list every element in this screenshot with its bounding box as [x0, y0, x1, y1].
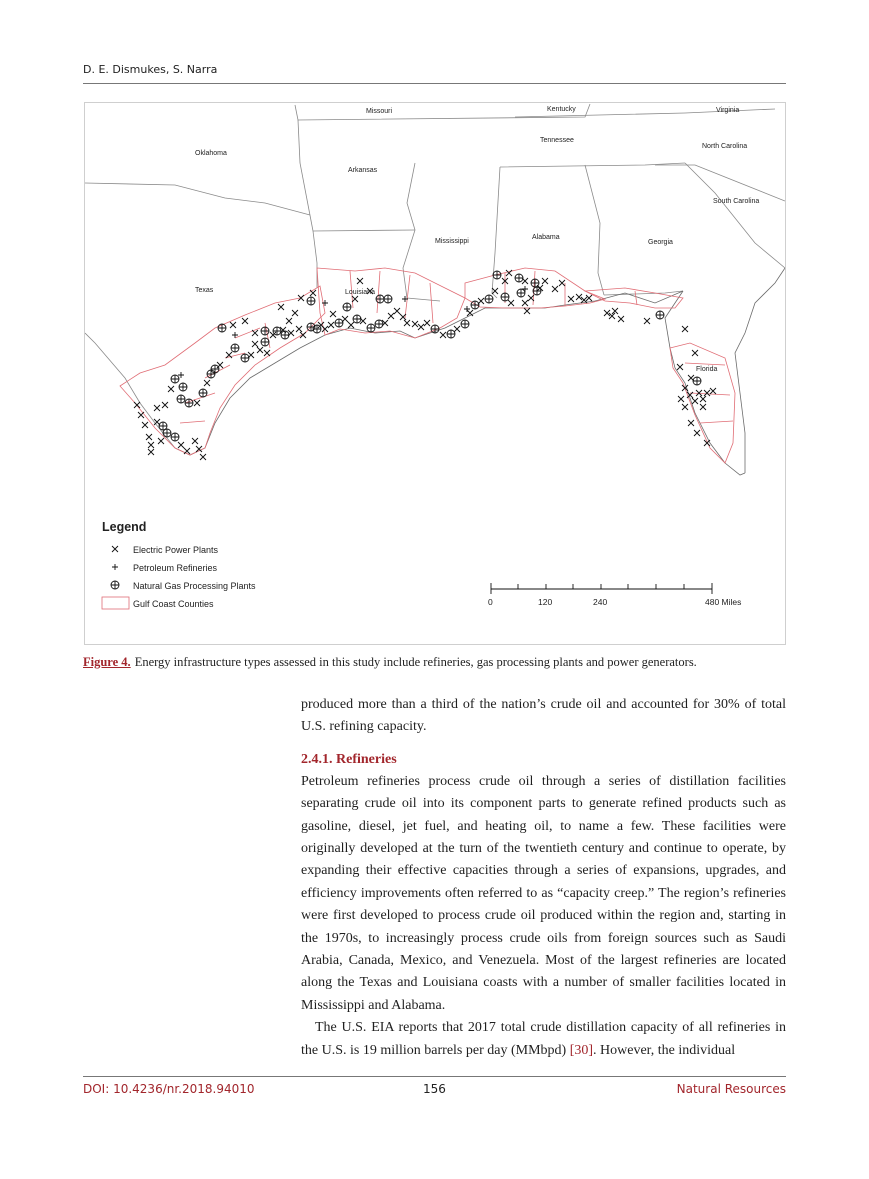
electric-power-plant-marker	[292, 310, 298, 316]
electric-power-plant-marker	[508, 300, 514, 306]
legend-label-electric-power-plants: Electric Power Plants	[133, 545, 219, 555]
gas-processing-plant-marker	[307, 297, 315, 305]
electric-power-plant-marker	[394, 308, 400, 314]
al-ga-line	[585, 165, 604, 295]
electric-power-plant-marker	[522, 278, 528, 284]
county-region-fl-peninsula	[670, 343, 735, 463]
gas-processing-plant-marker	[376, 295, 384, 303]
state-label-louisiana: Louisiana	[345, 289, 375, 296]
electric-power-plant-marker	[138, 412, 144, 418]
electric-power-plant-marker	[168, 386, 174, 392]
gas-processing-plant-marker	[485, 295, 493, 303]
legend-symbol-gas-processing-plant	[111, 581, 119, 589]
legend-title: Legend	[102, 520, 147, 534]
gas-processing-plant-marker	[241, 354, 249, 362]
electric-power-plant-marker	[412, 321, 418, 327]
state-label-arkansas: Arkansas	[348, 167, 378, 174]
electric-power-plant-marker	[194, 400, 200, 406]
scale-label-480-miles: 480 Miles	[705, 597, 742, 607]
state-label-south-carolina: South Carolina	[713, 198, 760, 205]
county-grid-fl-1	[635, 291, 733, 423]
electric-power-plant-marker	[694, 430, 700, 436]
ga-sc-line	[685, 163, 785, 268]
petroleum-refinery-marker	[522, 286, 528, 292]
footer-doi[interactable]: DOI: 10.4236/nr.2018.94010	[83, 1082, 255, 1096]
state-label-alabama: Alabama	[532, 234, 560, 241]
gas-processing-plant-marker	[353, 315, 361, 323]
electric-power-plant-marker	[192, 438, 198, 444]
electric-power-plant-marker	[677, 364, 683, 370]
electric-power-plant-marker	[296, 326, 302, 332]
gas-processing-plant-marker	[281, 331, 289, 339]
missouri-boundary	[295, 104, 590, 120]
state-boundaries	[85, 104, 785, 475]
state-label-oklahoma: Oklahoma	[195, 150, 227, 157]
electric-power-plant-marker	[586, 295, 592, 301]
gas-processing-plant-marker	[447, 330, 455, 338]
gas-processing-plant-marker	[533, 287, 541, 295]
electric-power-plant-marker	[692, 350, 698, 356]
gas-processing-plant-marker	[335, 319, 343, 327]
electric-power-plant-marker	[478, 298, 484, 304]
electric-power-plant-marker	[178, 442, 184, 448]
electric-power-plant-marker	[682, 326, 688, 332]
header-rule	[83, 83, 786, 84]
scale-label-0: 0	[488, 597, 493, 607]
electric-power-plant-marker	[148, 449, 154, 455]
electric-power-plant-marker	[682, 404, 688, 410]
body-paragraph-3	[301, 1017, 786, 1062]
electric-power-plant-marker	[148, 442, 154, 448]
electric-power-plant-marker	[454, 326, 460, 332]
ok-tx-line	[85, 183, 310, 215]
gas-processing-plant-marker	[159, 422, 167, 430]
electric-power-plant-marker	[204, 380, 210, 386]
gas-processing-plant-marker	[179, 383, 187, 391]
electric-power-plant-marker	[230, 322, 236, 328]
electric-power-plant-marker	[330, 311, 336, 317]
legend-symbol-electric-power-plant	[112, 546, 118, 552]
electric-power-plant-marker	[568, 296, 574, 302]
gas-processing-plant-marker	[218, 324, 226, 332]
electric-power-plant-marker	[700, 404, 706, 410]
state-label-missouri: Missouri	[366, 108, 393, 115]
section-heading-refineries: 2.4.1. Refineries	[301, 751, 397, 767]
electric-power-plant-marker	[352, 296, 358, 302]
electric-power-plant-marker	[424, 320, 430, 326]
county-region-texas	[120, 286, 325, 455]
gas-processing-plant-marker	[177, 395, 185, 403]
state-label-texas: Texas	[195, 287, 214, 294]
county-region-louisiana	[317, 268, 465, 338]
figure-4-map	[84, 102, 786, 645]
electric-power-plant-marker	[506, 270, 512, 276]
gas-processing-plant-marker	[207, 370, 215, 378]
footer-rule	[83, 1076, 786, 1077]
state-label-tennessee: Tennessee	[540, 137, 574, 144]
county-grid-tx-1	[180, 323, 270, 423]
electric-power-plant-marker	[522, 300, 528, 306]
scale-label-120: 120	[538, 597, 553, 607]
gas-processing-plant-marker	[471, 301, 479, 309]
electric-power-plant-marker	[524, 308, 530, 314]
gas-processing-plant-marker	[171, 375, 179, 383]
body-paragraph-2: Petroleum refineries process crude oil through a series of distillation facilities separating crude oil into its component parts to generate refined products such as gasoline, diesel, jet fuel, and heating oil, to name a few. These facilities were originally developed at the turn of the twentieth century and continue to operate, by expanding their effective capacities through a series of expansions, upgrades, and efficiency improvements often referred to as “capacity creep.” The region’s refineries were first developed to process crude oil produced within the region and, starting in the 1970s, to increasingly process crude oils from foreign sources such as Saudi Arabia, Canada, Mexico, and Venezuela. Most of the largest refineries are located along the Texas and Louisiana coasts with a number of smaller facilities located in Mississippi and Alabama.	[301, 773, 786, 1013]
gas-processing-plant-marker	[171, 433, 179, 441]
gas-processing-plant-marker	[261, 338, 269, 346]
legend-symbol-gulf-coast-counties	[102, 597, 129, 609]
state-labels	[195, 106, 759, 373]
gas-processing-plant-marker	[493, 271, 501, 279]
electric-power-plant-marker	[162, 402, 168, 408]
gas-processing-plant-marker	[693, 377, 701, 385]
state-label-virginia: Virginia	[716, 107, 740, 114]
electric-power-plant-marker	[217, 362, 223, 368]
figure-label[interactable]: Figure 4.	[83, 655, 131, 669]
electric-power-plant-marker	[322, 326, 328, 332]
gas-processing-plant-marker	[431, 325, 439, 333]
gas-processing-plant-marker	[461, 320, 469, 328]
gas-processing-plant-marker	[261, 327, 269, 335]
footer-journal-name[interactable]: Natural Resources	[676, 1082, 786, 1096]
state-label-mississippi: Mississippi	[435, 238, 469, 245]
gas-processing-plant-marker	[273, 327, 281, 335]
gas-processing-plant-marker	[517, 289, 525, 297]
electric-power-plant-marker	[552, 286, 558, 292]
gas-processing-plant-marker	[199, 389, 207, 397]
electric-power-plant-marker	[678, 396, 684, 402]
electric-power-plant-marker	[257, 347, 263, 353]
electric-power-plant-marker	[158, 438, 164, 444]
electric-power-plant-marker	[278, 304, 284, 310]
state-label-florida: Florida	[696, 366, 718, 373]
state-label-north-carolina: North Carolina	[702, 143, 748, 150]
scale-bar	[491, 583, 712, 594]
paragraph-3-text-start: The U.S. EIA reports that 2017 total crude distillation capacity of all refineries in the U.S. is 19 million barrels per day (MMbpd)	[301, 1020, 786, 1058]
figure-caption-text: Energy infrastructure types assessed in this study include refineries, gas processing plants and power generators.	[134, 655, 697, 669]
article-body	[301, 694, 786, 1062]
electric-power-plant-marker	[682, 385, 688, 391]
state-label-kentucky: Kentucky	[547, 106, 576, 113]
electric-power-plant-marker	[704, 390, 710, 396]
gas-processing-plant-marker	[501, 293, 509, 301]
electric-power-plant-marker	[286, 318, 292, 324]
body-paragraph-1: produced more than a third of the nation’s crude oil and accounted for 30% of total U.S. refining capacity.	[301, 697, 786, 735]
gas-processing-plant-marker	[185, 399, 193, 407]
electric-power-plant-marker	[342, 316, 348, 322]
tx-la-line	[313, 231, 317, 288]
electric-power-plant-marker	[154, 405, 160, 411]
electric-power-plant-marker	[146, 434, 152, 440]
running-head-authors: D. E. Dismukes, S. Narra	[83, 63, 218, 76]
gas-processing-plant-marker	[211, 365, 219, 373]
ar-la-line	[313, 230, 415, 231]
electric-power-plant-marker	[310, 290, 316, 296]
legend-symbol-petroleum-refinery	[112, 564, 118, 570]
gas-processing-plant-marker	[367, 324, 375, 332]
petroleum-refinery-marker	[464, 306, 470, 312]
citation-link-30[interactable]: [30]	[569, 1042, 594, 1058]
ga-fl-line	[604, 291, 683, 295]
atlantic-coast	[735, 268, 785, 473]
sc-nc-line	[655, 165, 785, 201]
electric-power-plant-marker	[404, 320, 410, 326]
electric-power-plant-marker	[252, 330, 258, 336]
electric-power-plant-marker	[388, 313, 394, 319]
texas-west	[85, 333, 175, 448]
electric-power-plant-marker	[692, 398, 698, 404]
electric-power-plant-marker	[492, 288, 498, 294]
gas-processing-plant-marker	[515, 274, 523, 282]
legend-label-gulf-coast-counties: Gulf Coast Counties	[133, 599, 214, 609]
electric-power-plant-marker	[357, 278, 363, 284]
electric-power-plant-marker	[618, 316, 624, 322]
energy-infrastructure-map	[85, 103, 786, 645]
florida-west-coast	[665, 291, 745, 475]
electric-power-plant-marker	[134, 402, 140, 408]
electric-power-plant-marker	[542, 278, 548, 284]
electric-power-plant-marker	[559, 280, 565, 286]
electric-power-plant-marker	[440, 332, 446, 338]
electric-power-plant-marker	[328, 322, 334, 328]
map-legend	[102, 520, 256, 609]
gulf-coast	[175, 291, 683, 455]
gas-processing-plant-marker	[384, 295, 392, 303]
scale-label-240: 240	[593, 597, 608, 607]
state-label-georgia: Georgia	[648, 239, 673, 246]
paragraph-3-text-end: . However, the individual	[593, 1042, 736, 1058]
electric-power-plant-marker	[264, 350, 270, 356]
electric-power-plant-marker	[200, 454, 206, 460]
scale-bar-labels	[488, 597, 741, 607]
footer-page-number: 156	[423, 1082, 446, 1096]
gas-processing-plant-marker	[343, 303, 351, 311]
mississippi-river	[403, 163, 440, 301]
electric-power-plant-marker	[184, 448, 190, 454]
electric-power-plant-marker	[142, 422, 148, 428]
gas-processing-plant-marker	[231, 344, 239, 352]
electric-power-plant-marker	[710, 388, 716, 394]
figure-caption	[83, 655, 786, 670]
gulf-coast-counties	[120, 268, 735, 463]
arkansas-east	[298, 120, 313, 231]
legend-label-petroleum-refineries: Petroleum Refineries	[133, 563, 218, 573]
electric-power-plant-marker	[688, 420, 694, 426]
gas-processing-plant-marker	[375, 320, 383, 328]
gas-processing-plant-marker	[656, 311, 664, 319]
electric-power-plant-marker	[700, 396, 706, 402]
facility-markers	[134, 270, 716, 460]
electric-power-plant-marker	[242, 318, 248, 324]
legend-label-natural-gas-processing-plants: Natural Gas Processing Plants	[133, 581, 256, 591]
electric-power-plant-marker	[644, 318, 650, 324]
electric-power-plant-marker	[348, 322, 354, 328]
county-region-fl-panhandle	[585, 288, 683, 308]
electric-power-plant-marker	[418, 324, 424, 330]
electric-power-plant-marker	[252, 341, 258, 347]
